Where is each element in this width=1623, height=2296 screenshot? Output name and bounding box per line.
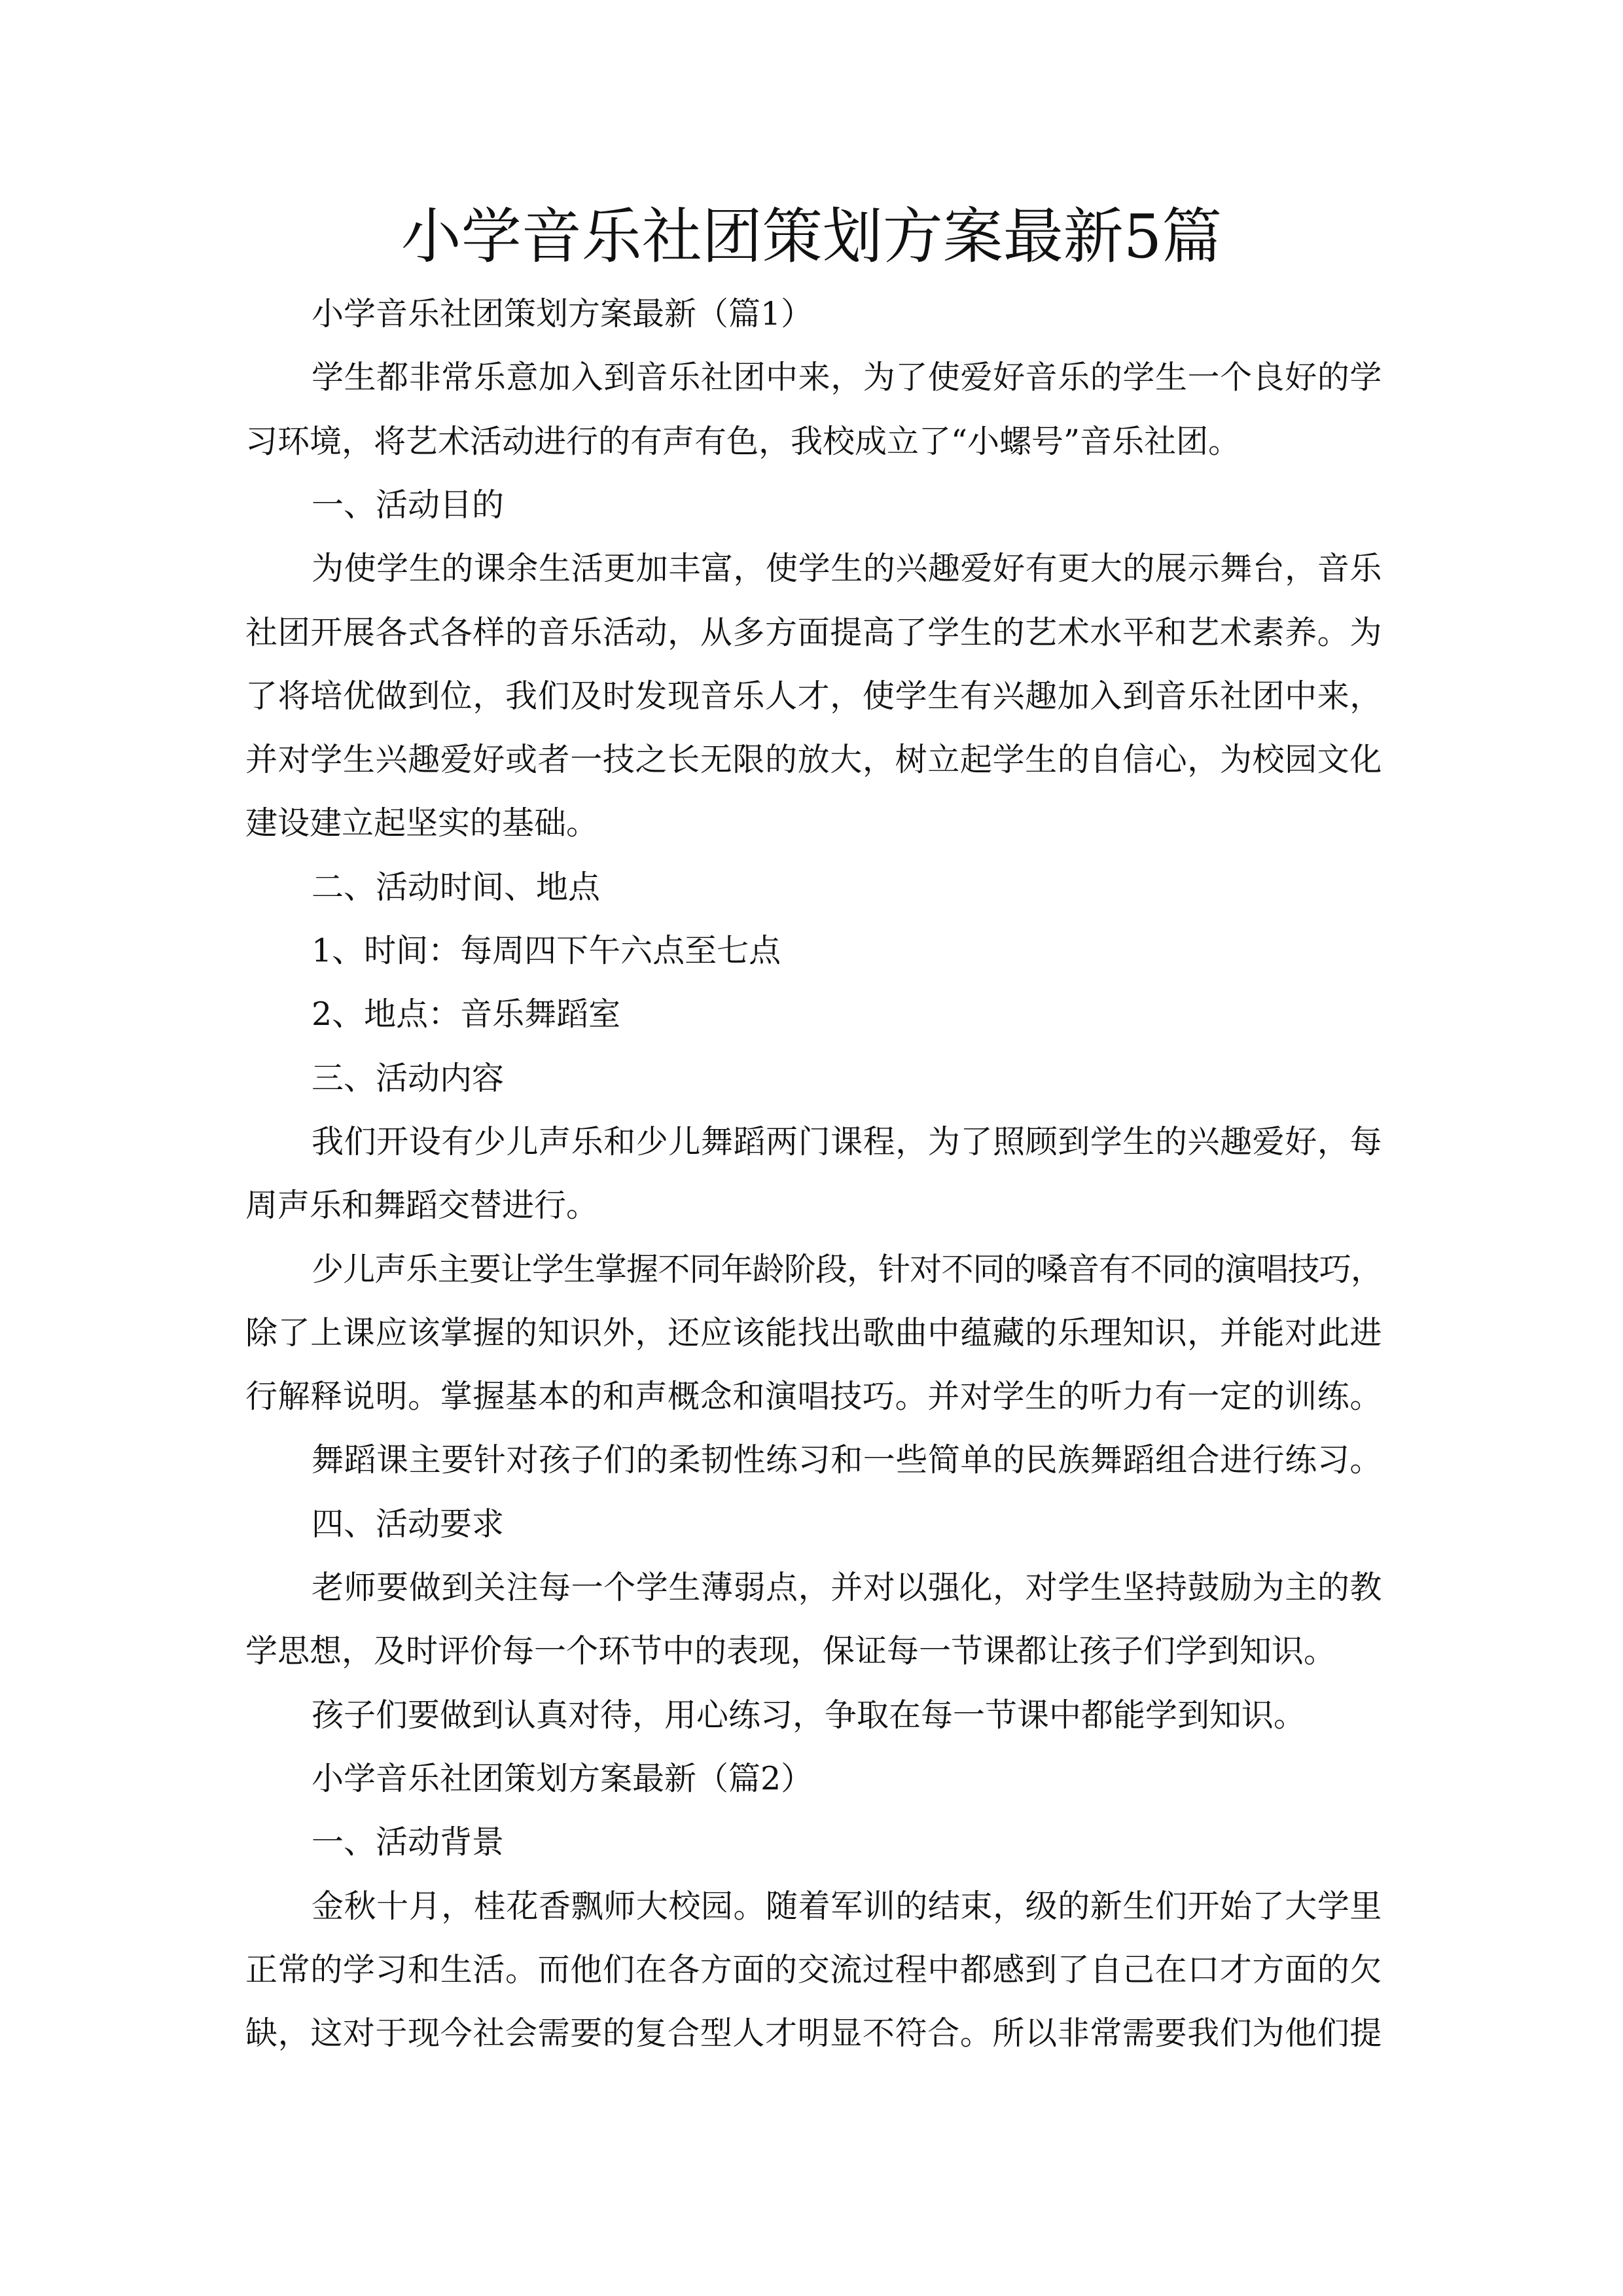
text-line: 老师要做到关注每一个学生薄弱点，并对以强化，对学生坚持鼓励为主的教 [312, 1569, 1382, 1606]
text-line: 了将培优做到位，我们及时发现音乐人才，使学生有兴趣加入到音乐社团中来， [245, 677, 1382, 715]
document-title: 小学音乐社团策划方案最新5篇 [401, 202, 1222, 272]
text-line: 并对学生兴趣爱好或者一技之长无限的放大，树立起学生的自信心，为校园文化 [245, 741, 1382, 779]
text-line: 一、活动背景 [312, 1823, 505, 1861]
text-line: 1、时间：每周四下午六点至七点 [312, 932, 781, 969]
text-line: 为使学生的课余生活更加丰富，使学生的兴趣爱好有更大的展示舞台，音乐 [312, 550, 1382, 588]
text-line: 我们开设有少儿声乐和少儿舞蹈两门课程，为了照顾到学生的兴趣爱好，每 [312, 1122, 1382, 1160]
text-line: 二、活动时间、地点 [312, 868, 601, 906]
text-line: 三、活动内容 [312, 1059, 505, 1097]
text-line: 四、活动要求 [312, 1505, 505, 1543]
text-line: 行解释说明。掌握基本的和声概念和演唱技巧。并对学生的听力有一定的训练。 [245, 1378, 1382, 1416]
text-line: 少儿声乐主要让学生掌握不同年龄阶段，针对不同的嗓音有不同的演唱技巧， [312, 1250, 1382, 1288]
text-line: 社团开展各式各样的音乐活动，从多方面提高了学生的艺术水平和艺术素养。为 [245, 613, 1382, 651]
text-line: 小学音乐社团策划方案最新（篇1） [312, 295, 813, 332]
text-line: 学思想，及时评价每一个环节中的表现，保证每一节课都让孩子们学到知识。 [245, 1632, 1336, 1670]
text-line: 2、地点：音乐舞蹈室 [312, 996, 621, 1033]
text-line: 正常的学习和生活。而他们在各方面的交流过程中都感到了自己在口才方面的欠 [245, 1950, 1382, 1988]
text-line: 学生都非常乐意加入到音乐社团中来，为了使爱好音乐的学生一个良好的学 [312, 359, 1382, 397]
text-line: 习环境，将艺术活动进行的有声有色，我校成立了“小螺号”音乐社团。 [245, 422, 1241, 460]
text-line: 建设建立起坚实的基础。 [245, 804, 599, 842]
text-line: 金秋十月，桂花香飘师大校园。随着军训的结束，级的新生们开始了大学里 [312, 1887, 1382, 1925]
text-line: 一、活动目的 [312, 486, 505, 524]
text-line: 舞蹈课主要针对孩子们的柔韧性练习和一些简单的民族舞蹈组合进行练习。 [312, 1441, 1382, 1479]
text-line: 除了上课应该掌握的知识外，还应该能找出歌曲中蕴藏的乐理知识，并能对此进 [245, 1314, 1382, 1352]
text-line: 周声乐和舞蹈交替进行。 [245, 1187, 599, 1225]
text-line: 缺，这对于现今社会需要的复合型人才明显不符合。所以非常需要我们为他们提 [245, 2015, 1382, 2053]
text-line: 小学音乐社团策划方案最新（篇2） [312, 1759, 813, 1797]
text-line: 孩子们要做到认真对待，用心练习，争取在每一节课中都能学到知识。 [312, 1696, 1306, 1734]
